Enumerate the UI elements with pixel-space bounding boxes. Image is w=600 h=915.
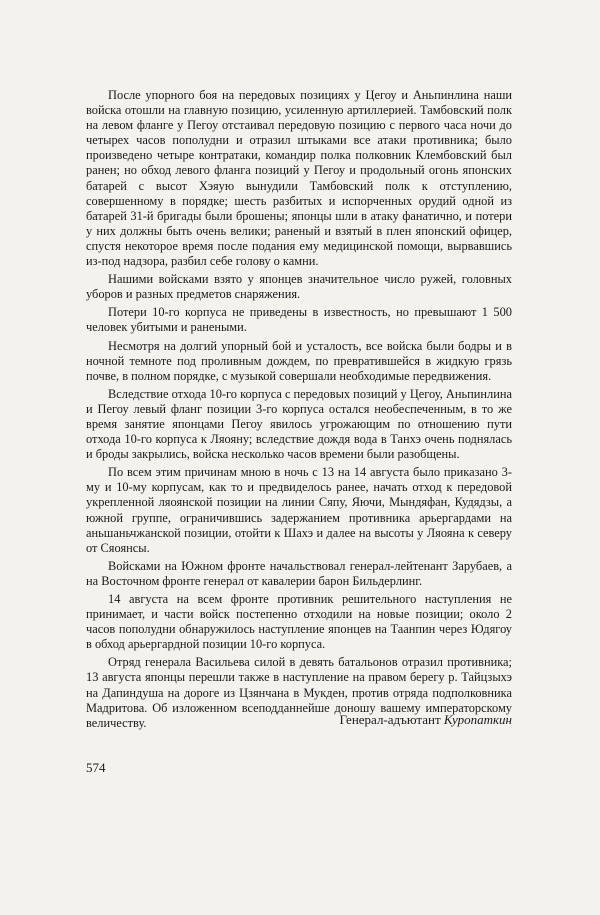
paragraph: По всем этим причинам мною в ночь с 13 на 14 августа было приказано 3-му и 10-му корпусам, как то и предвиделось ранее, начать отход к передовой укрепленной ляоянской позиции на линии Сяпу, Яючи, Мындяфан, Кудядзы, а южной группе, ограничившись задержанием противника арьергардами на аньшаньчжанской позиции, отойти к Шахэ и далее на высоты у Ляояна к северу от Сяоянсы. <box>86 465 512 555</box>
paragraph: Нашими войсками взято у японцев значительное число ружей, головных уборов и разных предметов снаряжения. <box>86 272 512 302</box>
signature-title: Генерал-адъютант <box>339 712 441 727</box>
report-text <box>86 88 512 734</box>
paragraph: После упорного боя на передовых позициях у Цегоу и Аньпинлина наши войска отошли на главную позицию, усиленную артиллерией. Тамбовский полк на левом фланге у Пегоу отстаивал передовую позицию с первого часа ночи до четырех часов пополудни и отразил штыками все атаки противника; было произведено четыре контратаки, командир полка полковник Клембовский был ранен; но обход левого фланга позиций у Пегоу и продольный огонь японских батарей с высот Хэяую вынудили Тамбовский полк к отступлению, совершенному в порядке; шесть разбитых и испорченных орудий одной из батарей 31-й бригады были брошены; японцы шли в атаку фанатично, и потери у них должны быть очень велики; раненый и взятый в плен японский офицер, спустя некоторое время после подания ему медицинской помощи, вырвавшись из-под надзора, разбил себе голову о камни. <box>86 88 512 269</box>
signature <box>86 712 512 728</box>
paragraph: Войсками на Южном фронте начальствовал генерал-лейтенант Зарубаев, а на Восточном фронте генерал от кавалерии барон Бильдерлинг. <box>86 558 512 588</box>
paragraph: 14 августа на всем фронте противник решительного наступления не принимает, и части войск постепенно отходили на новые позиции; около 2 часов пополудни обнаружилось наступление японцев на Таанпин через Юдягоу в обход арьергардной позиции 10-го корпуса. <box>86 592 512 652</box>
page-number: 574 <box>86 760 106 775</box>
paragraph: Несмотря на долгий упорный бой и усталость, все войска были бодры и в ночной темноте под проливным дождем, по превратившейся в жидкую грязь почве, в полном порядке, с музыкой совершали необходимые передвижения. <box>86 338 512 383</box>
paragraph: Потери 10-го корпуса не приведены в известность, но превышают 1 500 человек убитыми и ранеными. <box>86 305 512 335</box>
signature-name: Куропаткин <box>443 712 512 727</box>
paragraph: Отряд генерала Васильева силой в девять батальонов отразил противника; 13 августа японцы перешли также в наступление на правом берегу р. Тайцзыхэ на Дапиндуша на дороге из Цзянчана в Мукден, против отряда подполковника Мадритова. Об изложенном всеподданнейше доношу вашему императорскому величеству. <box>86 655 512 730</box>
paragraph: Вследствие отхода 10-го корпуса с передовых позиций у Цегоу, Аньпинлина и Пегоу левый фланг позиции 3-го корпуса остался необеспеченным, в то же время занятие японцами Пегоу явилось угрожающим по отношению пути отхода 10-го корпуса к Ляояну; вследствие дождя вода в Танхэ очень поднялась и броды закрылись, войска несколько часов времени были разобщены. <box>86 386 512 462</box>
